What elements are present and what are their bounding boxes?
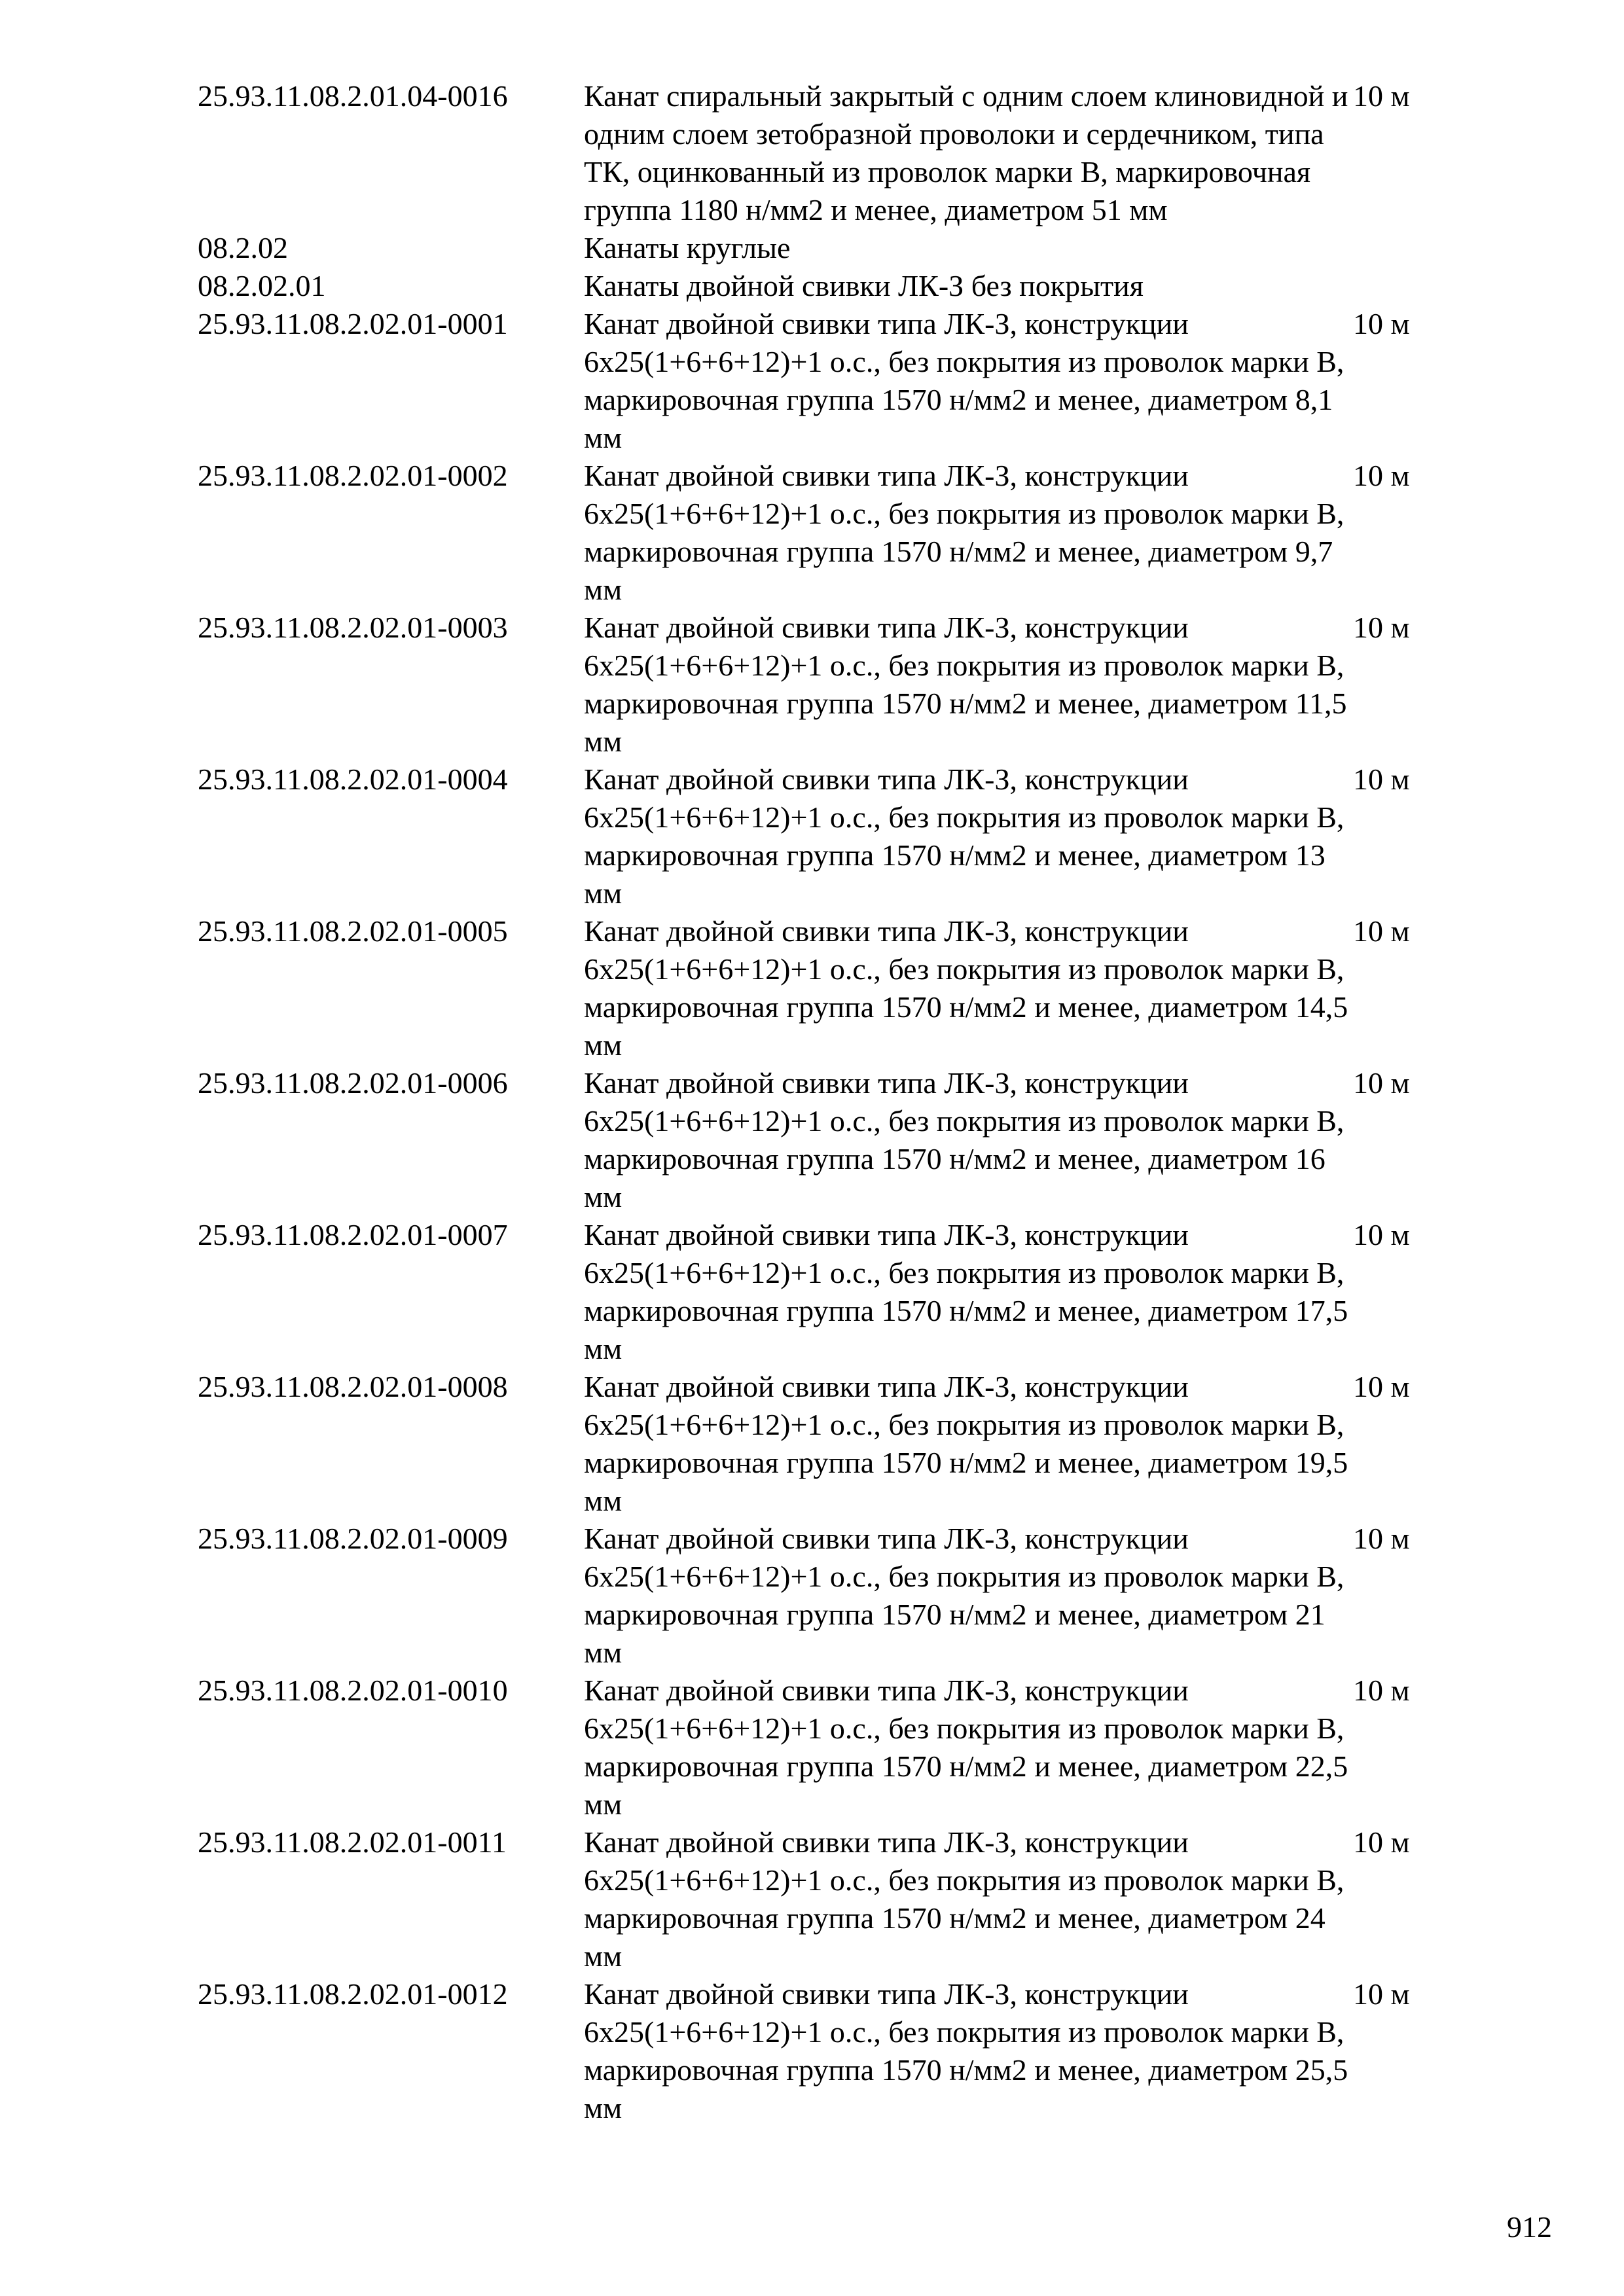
table-row [0,1368,1624,1520]
row-name: Канат двойной свивки типа ЛК-З, конструкции 6х25(1+6+6+12)+1 о.с., без покрытия из проволок марки В, маркировочная группа 1570 н/мм2 и менее, диаметром 16 мм [584,1066,1344,1213]
table-row [0,1672,1624,1823]
table-row [0,457,1624,609]
row-name: Канат двойной свивки типа ЛК-З, конструкции 6х25(1+6+6+12)+1 о.с., без покрытия из проволок марки В, маркировочная группа 1570 н/мм2 и менее, диаметром 11,5 мм [584,611,1347,758]
row-name: Канаты двойной свивки ЛК-З без покрытия [584,269,1144,302]
row-code: 25.93.11.08.2.02.01-0003 [198,611,508,644]
table-row [0,609,1624,761]
row-code: 25.93.11.08.2.02.01-0011 [198,1825,507,1859]
row-code: 08.2.02 [198,231,288,264]
table-row [0,1064,1624,1216]
row-unit: 10 м [1353,1825,1410,1859]
row-unit: 10 м [1353,1218,1410,1251]
row-code: 25.93.11.08.2.02.01-0006 [198,1066,508,1100]
row-name: Канат двойной свивки типа ЛК-З, конструкции 6х25(1+6+6+12)+1 о.с., без покрытия из проволок марки В, маркировочная группа 1570 н/мм2 и менее, диаметром 8,1 мм [584,307,1344,454]
row-unit: 10 м [1353,1674,1410,1707]
row-code: 08.2.02.01 [198,269,326,302]
table-row [0,912,1624,1064]
row-code: 25.93.11.08.2.02.01-0001 [198,307,508,340]
row-name: Канат двойной свивки типа ЛК-З, конструкции 6х25(1+6+6+12)+1 о.с., без покрытия из проволок марки В, маркировочная группа 1570 н/мм2 и менее, диаметром 24 мм [584,1825,1344,1973]
row-unit: 10 м [1353,79,1410,113]
row-name: Канат спиральный закрытый с одним слоем клиновидной и одним слоем зетобразной проволоки и сердечником, типа ТК, оцинкованный из проволок марки В, маркировочная группа 1180 н/мм2 и менее, диаметром 51 мм [584,79,1348,226]
table-row [0,77,1624,229]
row-code: 25.93.11.08.2.02.01-0002 [198,459,508,492]
row-code: 25.93.11.08.2.02.01-0005 [198,914,508,948]
row-name: Канат двойной свивки типа ЛК-З, конструкции 6х25(1+6+6+12)+1 о.с., без покрытия из проволок марки В, маркировочная группа 1570 н/мм2 и менее, диаметром 9,7 мм [584,459,1344,606]
row-unit: 10 м [1353,459,1410,492]
row-name: Канат двойной свивки типа ЛК-З, конструкции 6х25(1+6+6+12)+1 о.с., без покрытия из проволок марки В, маркировочная группа 1570 н/мм2 и менее, диаметром 19,5 мм [584,1370,1348,1517]
table-row [0,1216,1624,1368]
page-number: 912 [1507,2210,1552,2244]
row-code: 25.93.11.08.2.02.01-0007 [198,1218,508,1251]
row-code: 25.93.11.08.2.01.04-0016 [198,79,508,113]
row-name: Канат двойной свивки типа ЛК-З, конструкции 6х25(1+6+6+12)+1 о.с., без покрытия из проволок марки В, маркировочная группа 1570 н/мм2 и менее, диаметром 14,5 мм [584,914,1348,1062]
row-name: Канат двойной свивки типа ЛК-З, конструкции 6х25(1+6+6+12)+1 о.с., без покрытия из проволок марки В, маркировочная группа 1570 н/мм2 и менее, диаметром 13 мм [584,762,1344,910]
row-code: 25.93.11.08.2.02.01-0008 [198,1370,508,1403]
row-name: Канат двойной свивки типа ЛК-З, конструкции 6х25(1+6+6+12)+1 о.с., без покрытия из проволок марки В, маркировочная группа 1570 н/мм2 и менее, диаметром 17,5 мм [584,1218,1348,1365]
catalog-table [0,77,1624,2127]
row-unit: 10 м [1353,611,1410,644]
section-heading-row [0,267,1624,305]
row-code: 25.93.11.08.2.02.01-0009 [198,1522,508,1555]
row-unit: 10 м [1353,762,1410,796]
row-unit: 10 м [1353,914,1410,948]
row-name: Канат двойной свивки типа ЛК-З, конструкции 6х25(1+6+6+12)+1 о.с., без покрытия из проволок марки В, маркировочная группа 1570 н/мм2 и менее, диаметром 22,5 мм [584,1674,1348,1821]
row-name: Канаты круглые [584,231,791,264]
table-row [0,761,1624,912]
row-unit: 10 м [1353,307,1410,340]
row-name: Канат двойной свивки типа ЛК-З, конструкции 6х25(1+6+6+12)+1 о.с., без покрытия из проволок марки В, маркировочная группа 1570 н/мм2 и менее, диаметром 21 мм [584,1522,1344,1669]
table-row [0,1520,1624,1672]
row-name: Канат двойной свивки типа ЛК-З, конструкции 6х25(1+6+6+12)+1 о.с., без покрытия из проволок марки В, маркировочная группа 1570 н/мм2 и менее, диаметром 25,5 мм [584,1977,1348,2125]
table-row [0,1975,1624,2127]
row-unit: 10 м [1353,1370,1410,1403]
row-code: 25.93.11.08.2.02.01-0012 [198,1977,508,2011]
section-heading-row [0,229,1624,267]
table-row [0,1823,1624,1975]
row-code: 25.93.11.08.2.02.01-0010 [198,1674,508,1707]
row-unit: 10 м [1353,1066,1410,1100]
row-code: 25.93.11.08.2.02.01-0004 [198,762,508,796]
row-unit: 10 м [1353,1522,1410,1555]
table-row [0,305,1624,457]
row-unit: 10 м [1353,1977,1410,2011]
